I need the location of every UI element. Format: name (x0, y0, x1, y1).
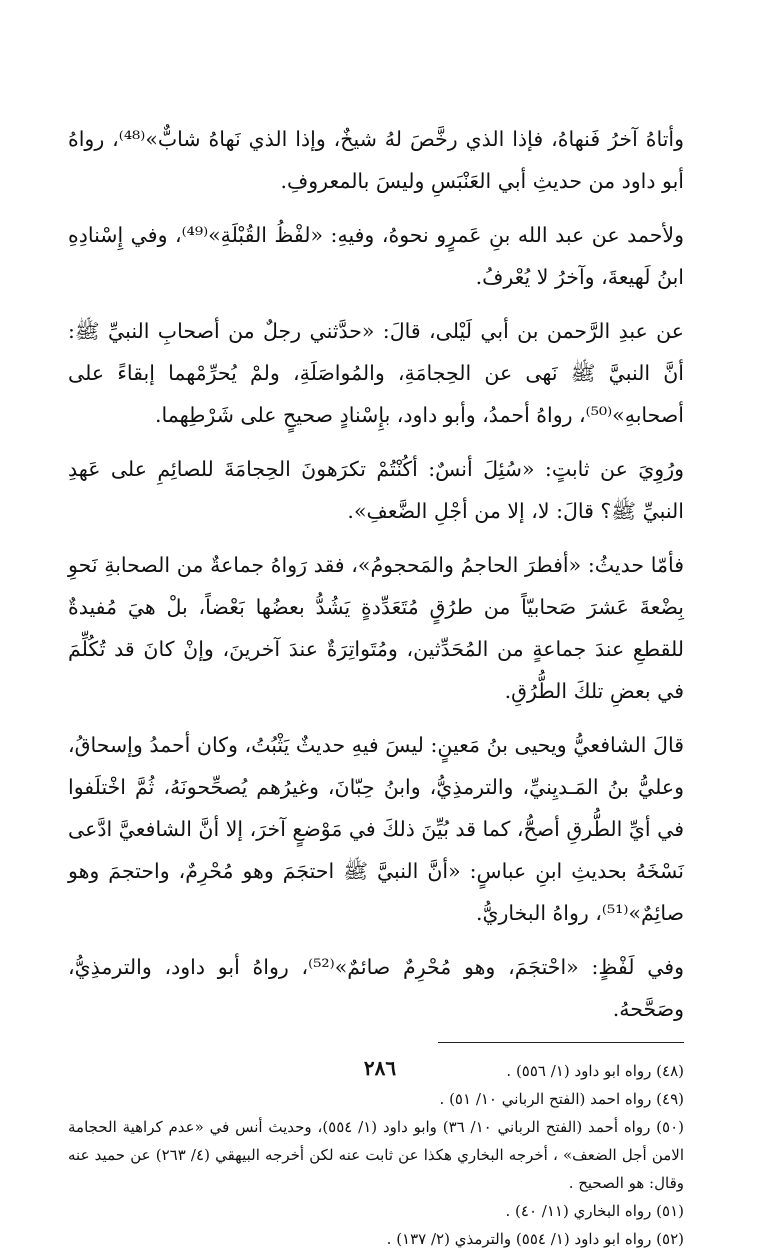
paragraph-hadith-abu-dawud: وأتاهُ آخرُ فَنهاهُ، فإذا الذي رخَّصَ لهُ شيخٌ، وإذا الذي نَهاهُ شابٌّ»⁽⁴⁸⁾، رواهُ أبو داود من حديثِ أبي العَنْبَسِ وليسَ بالمعروفِ. (68, 127, 685, 193)
paragraph-shafii-ibn-main: قالَ الشافعيُّ ويحيى بنُ مَعينٍ: ليسَ فيهِ حديثٌ يَثْبُتُ، وكان أحمدُ وإسحاقُ، وعليُّ بنُ المَـديِنيِّ، والترمذِيُّ، وابنُ حِبّانَ، وغيرُهم يُصحِّحونَهُ، ثُمَّ اخْتلَفوا في أيِّ الطُّرقِ أصحُّ، كما قد بُيِّنَ ذلكَ في مَوْضعٍ آخرَ، إلا أنَّ الشافعيَّ ادَّعى نَسْخَهُ بحديثِ ابنِ عباسٍ: «أنَّ النبيَّ ﷺ احتجَمَ وهو مُحْرِمٌ، واحتجمَ وهو صائِمٌ»⁽⁵¹⁾، رواهُ البخاريُّ. (68, 733, 684, 925)
footnote-48: (٤٨) رواه ابو داود (١/ ٥٥٦) . (506, 1062, 684, 1080)
paragraph-ahmad-narration: ولأحمد عن عبد الله بنِ عَمرٍو نحوهُ، وفيهِ: «لفْظُ القُبْلَةِ»⁽⁴⁹⁾، وفي إِسْنادِهِ ابنُ لَهيعةَ، وآخرُ لا يُعْرفُ. (68, 223, 684, 289)
body-text (68, 118, 684, 1030)
footnote-51: (٥١) رواه البخاري (١١/ ٤٠) . (505, 1202, 684, 1220)
footnote-52: (٥٢) رواه ابو داود (١/ ٥٥٤) والترمذي (٢/ ١٣٧) . (386, 1230, 684, 1248)
page-number: ٢٨٦ (363, 1056, 397, 1080)
paragraph-ihtajama-lafz: وفي لَفْظٍ: «احْتجَمَ، وهو مُحْرِمٌ صائمٌ»⁽⁵²⁾، رواهُ أبو داود، والترمذِيُّ، وصَحَّحهُ. (68, 955, 685, 1021)
footnote-49: (٤٩) رواه احمد (الفتح الرباني ١٠/ ٥١) . (439, 1090, 684, 1108)
footnote-separator (438, 1042, 684, 1043)
footnote-50: (٥٠) رواه أحمد (الفتح الرباني ١٠/ ٣٦) وابو داود (١/ ٥٥٤)، وحديث أنس في «عدم كراهية الحجامة الامن أجل الضعف» ، أخرجه البخاري هكذا عن ثابت عنه لكن أخرجه البيهقي (٤/ ٢٦٣) عن حميد عنه وقال: هو الصحيح . (68, 1118, 685, 1192)
paragraph-aftara-al-hajim: فأمّا حديثُ: «أفطرَ الحاجمُ والمَحجومُ»، فقد رَواهُ جماعةٌ من الصحابةِ نَحوِ بِضْعةَ عَشرَ صَحابيّاً من طرُقٍ مُتَعَدِّدةٍ يَشُدُّ بعضُها بَعْضاً، بلْ هيَ مُفيدةٌ للقطعِ عندَ جماعةٍ من المُحَدِّثين، ومُتَواتِرَةٌ عندَ آخرينَ، وإنْ كانَ قد تُكُلِّمَ في بعضِ تلكَ الطُّرُقِ. (68, 553, 684, 703)
paragraph-ibn-abi-layla: عن عبدِ الرَّحمن بن أبي لَيْلى، قالَ: «حدَّثني رجلٌ من أصحابِ النبيِّ ﷺ: أنَّ النبيَّ ﷺ نَهى عن الحِجامَةِ، والمُواصَلَةِ، ولمْ يُحرِّمْهما إبقاءً على أصحابهِ»⁽⁵⁰⁾، رواهُ أحمدُ، وأبو داود، بإِسْنادٍ صحيحٍ على شَرْطِهما. (68, 319, 684, 427)
paragraph-thabit-anas: ورُوِيَ عن ثابتٍ: «سُئِلَ أنسٌ: أكُنْتُمْ تكرَهونَ الحِجامَةَ للصائِمِ على عَهدِ النبيِّ ﷺ؟ قالَ: لا، إلا من أجْلِ الضَّعفِ». (68, 457, 684, 523)
footnotes (68, 1057, 684, 1253)
